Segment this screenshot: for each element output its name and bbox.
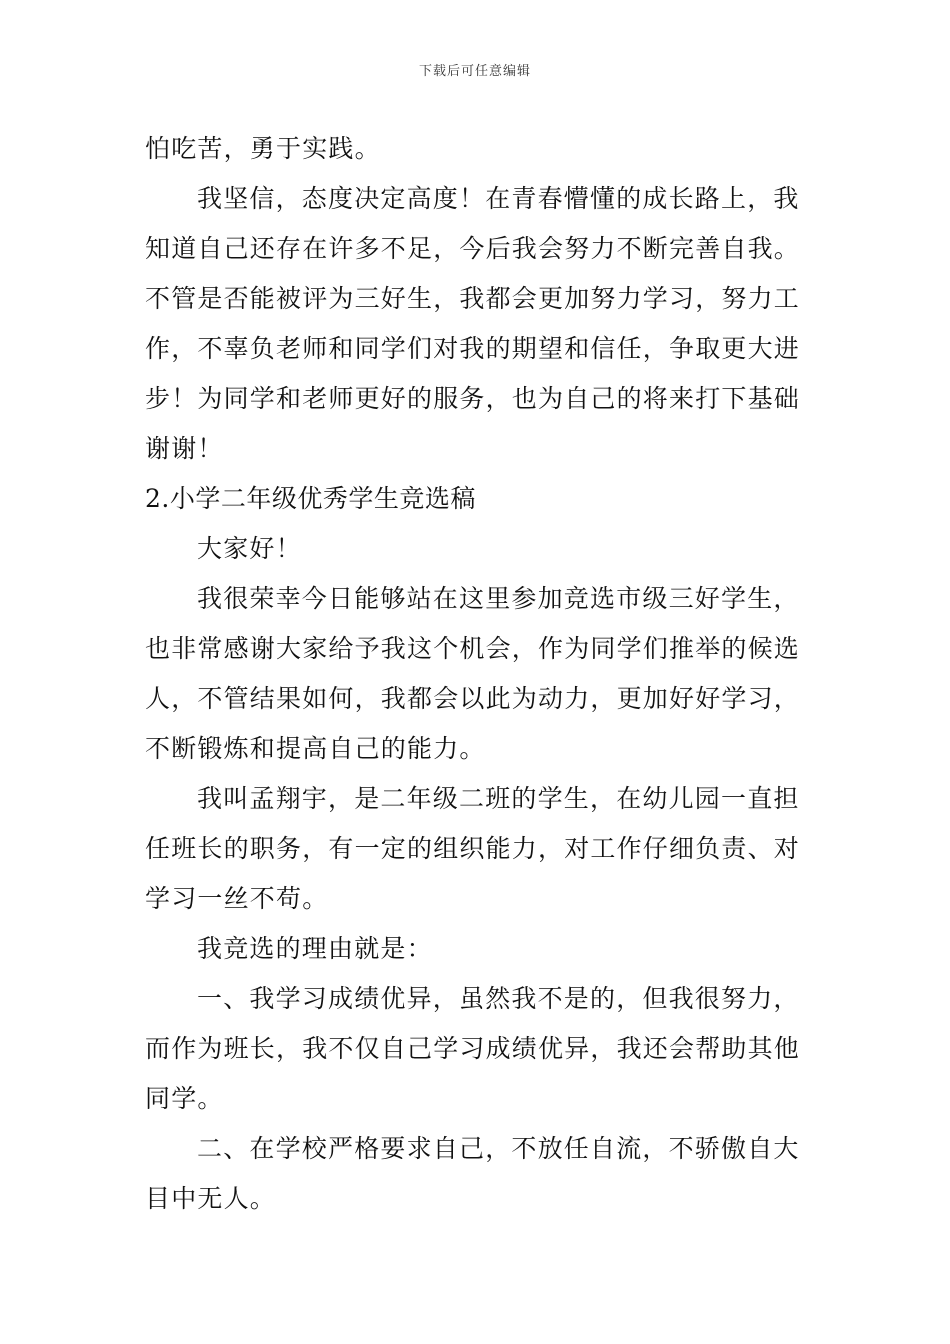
text-line: 同学。 — [145, 1084, 224, 1113]
text-line: 学习一丝不苟。 — [145, 884, 329, 913]
text-line: 步！为同学和老师更好的服务，也为自己的将来打下基础 — [145, 384, 801, 413]
text-line: 不管是否能被评为三好生，我都会更加努力学习，努力工 — [145, 284, 801, 313]
page-header: 下载后可任意编辑 — [418, 64, 531, 79]
text-line: 谢谢！ — [145, 434, 224, 463]
text-line: 我很荣幸今日能够站在这里参加竞选市级三好学生， — [197, 584, 800, 613]
text-line: 怕吃苦，勇于实践。 — [145, 134, 381, 163]
document-body — [145, 124, 807, 1224]
text-line: 而作为班长，我不仅自己学习成绩优异，我还会帮助其他 — [145, 1034, 801, 1063]
text-line: 一、我学习成绩优异，虽然我不是的，但我很努力， — [197, 984, 800, 1013]
text-line: 不断锻炼和提高自己的能力。 — [145, 734, 486, 763]
section-heading: 2.小学二年级优秀学生竞选稿 — [145, 484, 476, 513]
text-line: 目中无人。 — [145, 1184, 277, 1213]
text-line: 人，不管结果如何，我都会以此为动力，更加好好学习， — [145, 684, 801, 713]
greeting-line: 大家好！ — [197, 534, 302, 563]
text-line: 也非常感谢大家给予我这个机会，作为同学们推举的候选 — [145, 634, 801, 663]
text-line: 任班长的职务，有一定的组织能力，对工作仔细负责、对 — [145, 834, 801, 863]
text-line: 二、在学校严格要求自己，不放任自流，不骄傲自大 — [197, 1134, 800, 1163]
text-line: 作，不辜负老师和同学们对我的期望和信任，争取更大进 — [145, 334, 801, 363]
text-line: 我叫孟翔宇，是二年级二班的学生，在幼儿园一直担 — [197, 784, 800, 813]
text-line: 知道自己还存在许多不足，今后我会努力不断完善自我。 — [145, 234, 801, 263]
text-line: 我竞选的理由就是： — [197, 934, 433, 963]
text-line: 我坚信，态度决定高度！在青春懵懂的成长路上，我 — [197, 184, 800, 213]
